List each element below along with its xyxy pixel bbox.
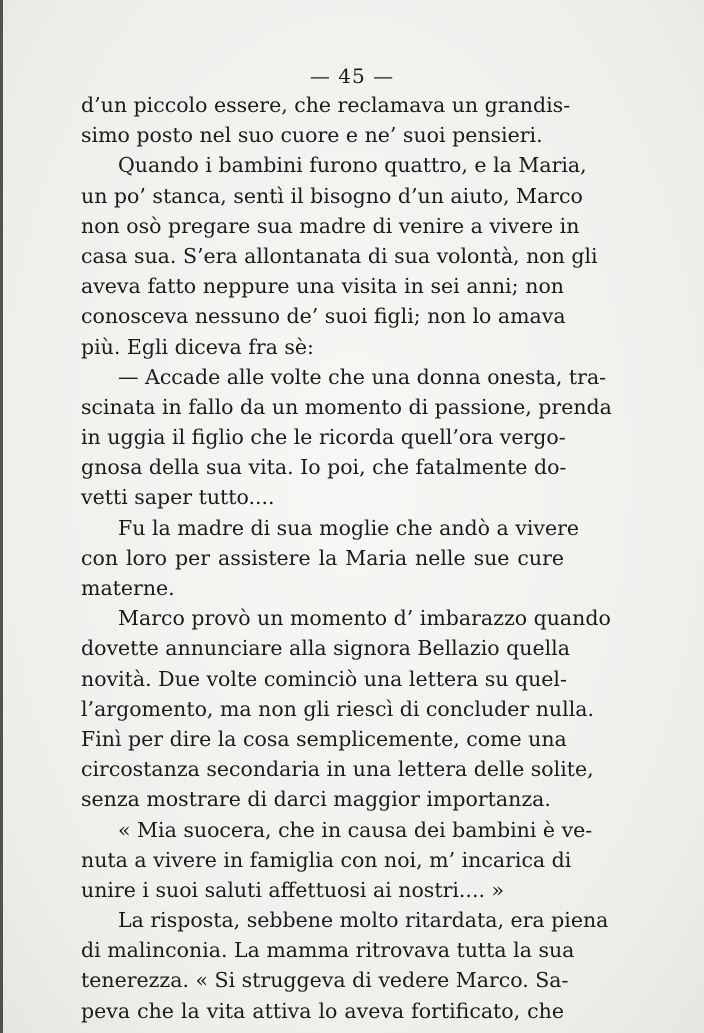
text-line: più. Egli diceva fra sè: [81, 334, 314, 359]
text-line: tenerezza. « Si struggeva di vedere Marco. Sa- [81, 968, 569, 993]
text-line: simo posto nel suo cuore e ne’ suoi pensieri. [81, 123, 543, 148]
text-line: in uggia il figlio che le ricorda quell’ora vergo- [81, 425, 566, 450]
text-line: casa sua. S’era allontanata di sua volontà, non gli [81, 243, 598, 268]
page-edge-shadow [0, 0, 3, 1033]
text-line: dovette annunciare alla signora Bellazio quella [81, 636, 570, 661]
text-line: senza mostrare di darci maggior importanza. [81, 787, 551, 812]
text-line: l’argomento, ma non gli riescì di concluder nulla. [81, 696, 594, 721]
text-line: vetti saper tutto.... [81, 485, 275, 510]
text-line: — Accade alle volte che una donna onesta, tra- [118, 364, 607, 389]
text-line: Fu la madre di sua moglie che andò a vivere [118, 515, 580, 540]
text-line: aveva fatto neppure una visita in sei anni; non [81, 274, 564, 299]
text-line: Finì per dire la cosa semplicemente, come una [81, 726, 567, 751]
body-text [81, 90, 612, 1026]
text-line: d’un piccolo essere, che reclamava un grandis- [81, 93, 571, 117]
text-line: circostanza secondaria in una lettera delle solite, [81, 757, 594, 782]
text-line: un po’ stanca, sentì il bisogno d’un aiuto, Marco [81, 183, 583, 208]
text-line: conosceva nessuno de’ suoi figli; non lo amava [81, 304, 566, 329]
text-line: novità. Due volte cominciò una lettera su quel- [81, 666, 567, 691]
text-line: « Mia suocera, che in causa dei bambini è ve- [118, 817, 593, 842]
text-line: gnosa della sua vita. Io poi, che fatalmente do- [81, 455, 567, 480]
text-line: Quando i bambini furono quattro, e la Maria, [118, 153, 587, 178]
text-line: non osò pregare sua madre di venire a vivere in [81, 213, 580, 238]
text-line: nuta a vivere in famiglia con noi, m’ incarica di [81, 847, 572, 872]
text-line: unire i suoi saluti affettuosi ai nostri.... » [81, 877, 505, 902]
text-line: Marco provò un momento d’ imbarazzo quando [118, 606, 611, 631]
text-line: La risposta, sebbene molto ritardata, era piena [118, 908, 609, 933]
text-line: materne. [81, 576, 175, 600]
text-line: di malinconia. La mamma ritrovava tutta la sua [81, 938, 575, 963]
page-number: — 45 — [309, 64, 395, 88]
text-line: con loro per assistere la Maria nelle sue cure [81, 545, 564, 570]
text-line: peva che la vita attiva lo aveva fortificato, che [81, 998, 564, 1023]
text-line: scinata in fallo da un momento di passione, prenda [81, 394, 612, 419]
